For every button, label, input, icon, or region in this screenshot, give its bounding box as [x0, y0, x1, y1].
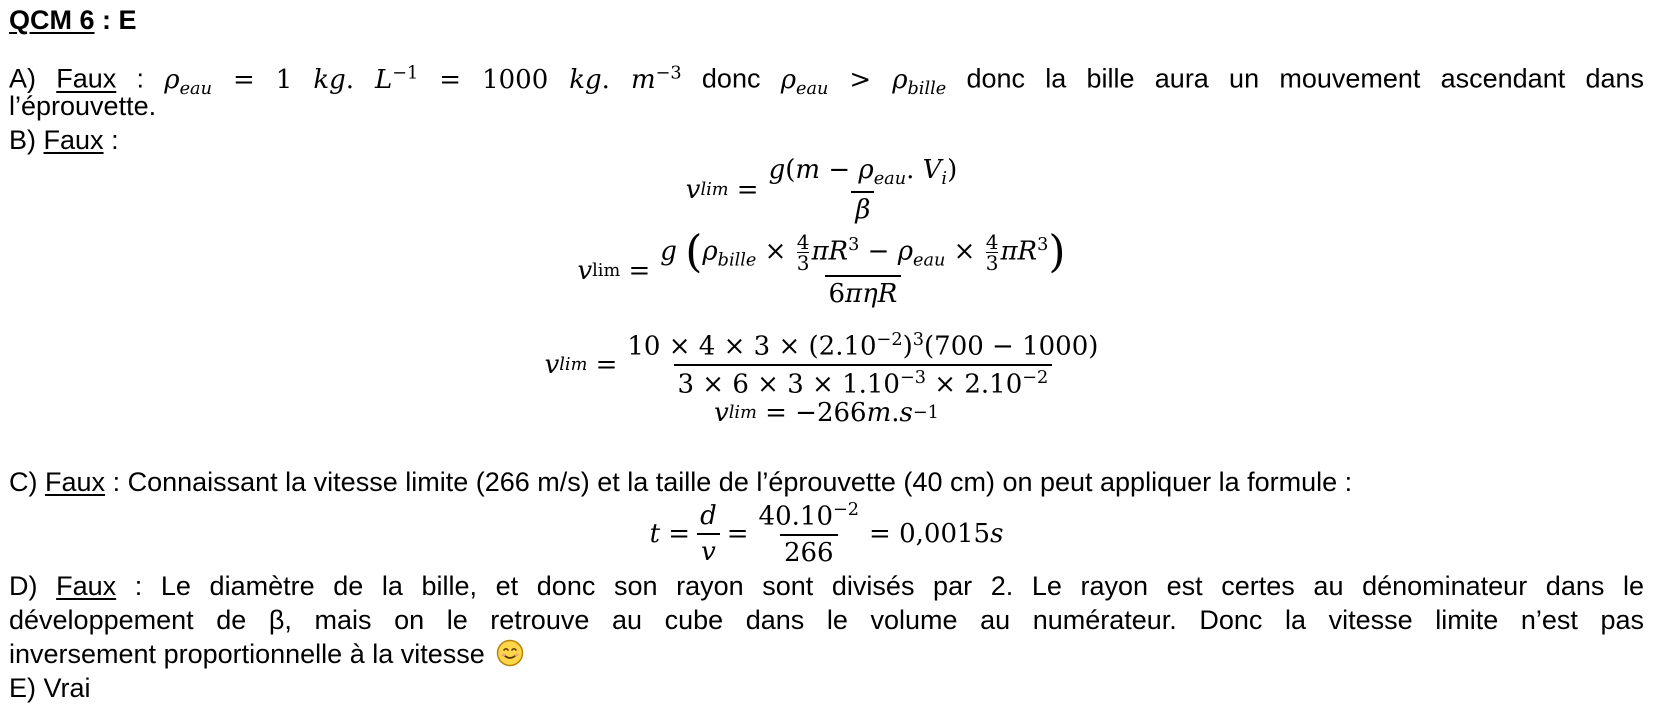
- answer-b-line: [9, 123, 1644, 157]
- answer-c-line: [9, 465, 1644, 499]
- answer-e-verdict: Vrai: [43, 673, 91, 703]
- answer-a-verdict: Faux: [56, 63, 117, 94]
- equation-time: t = $\frac{d}{v}$ = $\frac{40.10^{-2}}{266}$ = 0,0015 s: [649, 500, 1004, 568]
- answer-b-prefix: B): [9, 125, 36, 155]
- answer-e-prefix: E): [9, 673, 36, 703]
- equation-vlim-2: v lim = g ($\rho_{bille}$ × $\frac{4}{3}$ $\pi R^3 - \rho_{eau}$ × $\frac{4}{3}$ $\pi R^3$) 6πηR: [577, 226, 1066, 309]
- answer-d-text1: : Le diamètre de la bille, et donc son rayon sont divisés par 2. Le rayon est certes au dénominateur dans le: [134, 571, 1644, 601]
- density-equation: $\rho_{eau} = 1$ kg. $L^{-1} = 1000$ kg. $m^{-3}$: [164, 63, 682, 99]
- qcm-label: QCM 6: [9, 5, 95, 35]
- equation-vlim-1: v lim = $\frac{g(m - \rho_{eau}. V_i)}{\beta}$: [685, 155, 958, 226]
- answer-a-prefix: A): [9, 63, 36, 94]
- answer-a-colon: :: [136, 63, 145, 94]
- smiling-face-icon: [496, 639, 524, 667]
- equation-vlim-result: v lim = −266 m . s −1: [714, 398, 939, 428]
- density-comparison: $\rho_{eau} > \rho_{bille}$: [780, 64, 947, 99]
- answer-b-verdict: Faux: [43, 125, 104, 155]
- answer-d-prefix: D): [9, 571, 38, 601]
- answer-d-line1: [9, 569, 1644, 603]
- answer-b-colon: :: [111, 125, 119, 155]
- qcm-answer: : E: [102, 5, 137, 35]
- equation-vlim-3: v lim = $\frac{10 \times 4 \times 3 \times (2.10^{-2})^3(700 - 1000)}{3 \times 6 \times 3 \times 1.10^{-3} \times 2.10^{-2}}$: [544, 330, 1099, 400]
- page-title: [9, 3, 1644, 37]
- answer-a-text1: donc: [701, 63, 761, 94]
- answer-a-text2: donc la bille aura un mouvement ascendant dans: [966, 63, 1645, 94]
- answer-c-text: : Connaissant la vitesse limite (266 m/s) et la taille de l’éprouvette (40 cm) on peut appliquer la formule :: [112, 467, 1353, 497]
- answer-c-prefix: C): [9, 467, 38, 497]
- answer-d-verdict: Faux: [56, 571, 117, 601]
- answer-d-text3: inversement proportionnelle à la vitesse: [9, 639, 485, 669]
- answer-a-line2: l’éprouvette.: [9, 91, 157, 121]
- answer-c-verdict: Faux: [45, 467, 106, 497]
- answer-d-line2: développement de β, mais on le retrouve au cube dans le volume au numérateur. Donc la vitesse limite n’est pas: [9, 605, 1644, 635]
- answer-e-line: [9, 671, 1644, 705]
- answer-d-line3: [9, 637, 1644, 671]
